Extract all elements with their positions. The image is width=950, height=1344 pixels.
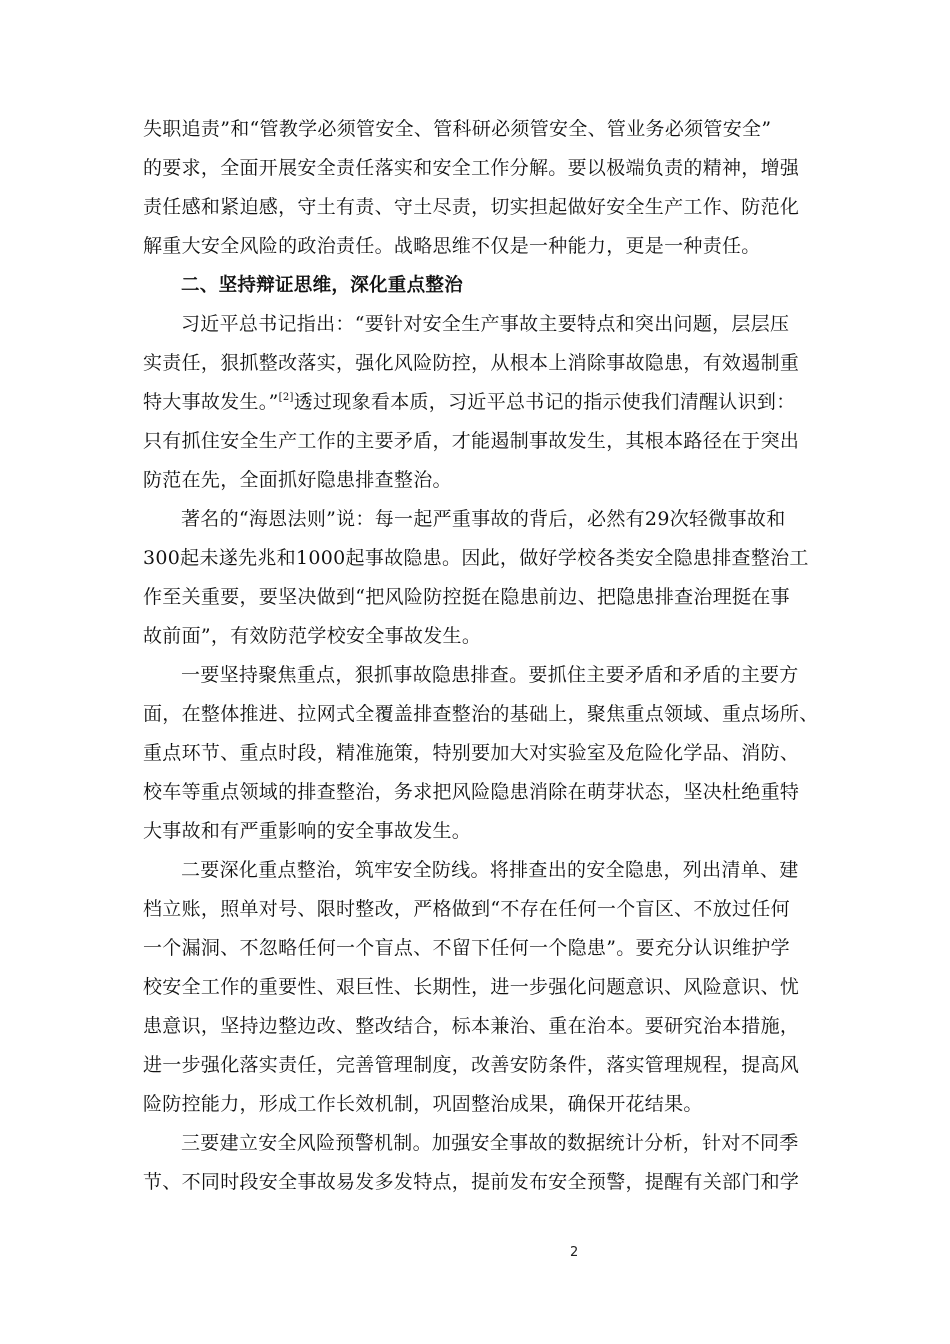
text-line: 险防控能力，形成工作长效机制，巩固整治成果，确保开花结果。: [143, 1093, 703, 1115]
page-number: 2: [570, 1245, 579, 1260]
text-segment: 特大事故发生。”: [143, 391, 279, 413]
text-line: 作至关重要，要坚决做到“把风险防控挺在隐患前边、把隐患排查治理挺在事: [143, 586, 790, 608]
section-heading: 二、坚持辩证思维，深化重点整治: [181, 275, 464, 296]
citation-superscript: [2]: [278, 392, 294, 403]
text-line: 面，在整体推进、拉网式全覆盖排查整治的基础上，聚焦重点领域、重点场所、: [143, 703, 819, 725]
paragraph-first-line: 三要建立安全风险预警机制。加强安全事故的数据统计分析，针对不同季: [181, 1132, 799, 1154]
text-line: 失职追责”和“管教学必须管安全、管科研必须管安全、管业务必须管安全”: [143, 118, 772, 140]
paragraph-first-line: 一要坚持聚焦重点，狠抓事故隐患排查。要抓住主要矛盾和矛盾的主要方: [181, 664, 799, 686]
text-line: 档立账，照单对号、限时整改，严格做到“不存在任何一个盲区、不放过任何: [143, 898, 790, 920]
text-line: 300起未遂先兆和1000起事故隐患。因此，做好学校各类安全隐患排查整治工: [143, 547, 809, 569]
text-line: 责任感和紧迫感，守土有责、守土尽责，切实担起做好安全生产工作、防范化: [143, 196, 800, 218]
text-line: 患意识，坚持边整边改、整改结合，标本兼治、重在治本。要研究治本措施，: [143, 1015, 800, 1037]
body-text: [143, 110, 819, 1202]
text-line: 防范在先，全面抓好隐患排查整治。: [143, 469, 452, 491]
text-line: 校安全工作的重要性、艰巨性、长期性，进一步强化问题意识、风险意识、忧: [143, 976, 800, 998]
text-line: 一个漏洞、不忽略任何一个盲点、不留下任何一个隐患”。要充分认识维护学: [143, 937, 790, 959]
text-line: 的要求，全面开展安全责任落实和安全工作分解。要以极端负责的精神，增强: [143, 157, 800, 179]
text-line: 进一步强化落实责任，完善管理制度，改善安防条件，落实管理规程，提高风: [143, 1054, 800, 1076]
text-segment: 透过现象看本质，习近平总书记的指示使我们清醒认识到：: [293, 391, 796, 413]
paragraph-first-line: 著名的“海恩法则”说：每一起严重事故的背后，必然有29次轻微事故和: [181, 508, 786, 530]
text-line: 实责任，狠抓整改落实，强化风险防控，从根本上消除事故隐患，有效遏制重: [143, 352, 800, 374]
text-line-with-citation: [143, 383, 809, 422]
text-line: 节、不同时段安全事故易发多发特点，提前发布安全预警，提醒有关部门和学: [143, 1171, 800, 1193]
text-line: 重点环节、重点时段，精准施策，特别要加大对实验室及危险化学品、消防、: [143, 742, 800, 764]
text-line: 只有抓住安全生产工作的主要矛盾，才能遏制事故发生，其根本路径在于突出: [143, 430, 800, 452]
text-line: 校车等重点领域的排查整治，务求把风险隐患消除在萌芽状态，坚决杜绝重特: [143, 781, 800, 803]
text-line: 大事故和有严重影响的安全事故发生。: [143, 820, 472, 842]
text-line: 解重大安全风险的政治责任。战略思维不仅是一种能力，更是一种责任。: [143, 235, 761, 257]
text-line: 故前面”，有效防范学校安全事故发生。: [143, 625, 482, 647]
paragraph-first-line: 二要深化重点整治，筑牢安全防线。将排查出的安全隐患，列出清单、建: [181, 859, 799, 881]
paragraph-first-line: 习近平总书记指出：“要针对安全生产事故主要特点和突出问题，层层压: [181, 313, 790, 335]
